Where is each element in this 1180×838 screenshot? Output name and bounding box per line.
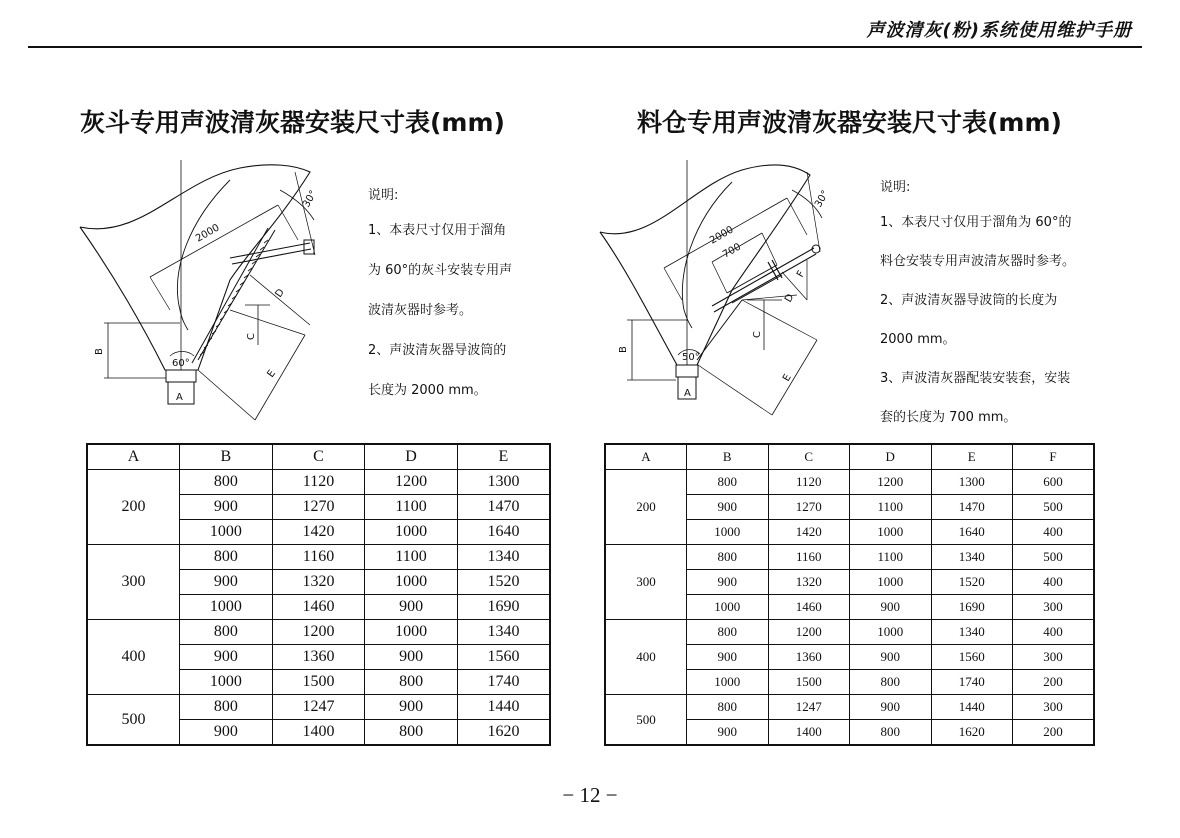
table-row	[605, 620, 1094, 645]
table-row	[87, 470, 550, 495]
table-cell: 1120	[768, 470, 850, 495]
table-row	[605, 695, 1094, 720]
right-label-a: A	[684, 388, 691, 399]
table-cell: 1470	[457, 495, 550, 520]
table-cell: 1200	[365, 470, 458, 495]
left-section-title: 灰斗专用声波清灰器安装尺寸表(mm)	[80, 108, 505, 137]
table-cell: 1000	[687, 520, 769, 545]
table-cell: 800	[687, 470, 769, 495]
col-header: F	[1013, 444, 1095, 470]
table-cell: 300	[1013, 595, 1095, 620]
col-header: C	[768, 444, 850, 470]
left-note-line: 1、本表尺寸仅用于溜角	[368, 223, 507, 238]
table-cell: 1470	[931, 495, 1013, 520]
col-header: A	[87, 444, 180, 470]
table-cell: 1440	[457, 695, 550, 720]
col-header: D	[850, 444, 932, 470]
left-note-line: 波清灰器时参考。	[368, 303, 473, 318]
table-cell: 400	[1013, 520, 1095, 545]
right-note-line: 2000 mm。	[880, 332, 956, 347]
left-note-line: 为 60°的灰斗安装专用声	[368, 263, 513, 278]
table-cell: 1247	[272, 695, 365, 720]
table-cell: 900	[687, 645, 769, 670]
table-header-row	[87, 444, 550, 470]
table-cell: 1420	[768, 520, 850, 545]
table-cell: 1320	[272, 570, 365, 595]
table-cell: 900	[365, 645, 458, 670]
table-cell: 800	[850, 670, 932, 695]
left-notes	[368, 184, 512, 398]
col-header: C	[272, 444, 365, 470]
right-label-f: F	[795, 269, 808, 280]
right-label-b: B	[618, 346, 629, 353]
table-cell: 1740	[457, 670, 550, 695]
group-a-cell: 200	[605, 470, 687, 545]
table-cell: 900	[180, 645, 273, 670]
right-dimension-table	[604, 443, 1095, 746]
table-cell: 1200	[272, 620, 365, 645]
left-hopper-diagram	[70, 160, 370, 435]
group-a-cell: 500	[605, 695, 687, 746]
table-cell: 1000	[180, 520, 273, 545]
table-cell: 1000	[365, 520, 458, 545]
group-a-cell: 200	[87, 470, 180, 545]
left-angle-30: 30°	[301, 188, 320, 210]
table-row	[87, 620, 550, 645]
table-cell: 1690	[457, 595, 550, 620]
table-cell: 1640	[931, 520, 1013, 545]
table-cell: 900	[687, 570, 769, 595]
group-a-cell: 300	[605, 545, 687, 620]
table-cell: 1270	[768, 495, 850, 520]
table-row	[605, 470, 1094, 495]
table-cell: 1420	[272, 520, 365, 545]
right-notes	[880, 176, 1075, 425]
table-cell: 800	[850, 720, 932, 746]
right-dim-700: 700	[721, 241, 744, 261]
table-cell: 800	[365, 720, 458, 746]
group-a-cell: 400	[87, 620, 180, 695]
table-cell: 500	[1013, 495, 1095, 520]
table-cell: 500	[1013, 545, 1095, 570]
right-label-d: D	[783, 292, 797, 305]
table-cell: 1620	[931, 720, 1013, 746]
table-cell: 1620	[457, 720, 550, 746]
table-cell: 800	[687, 620, 769, 645]
table-cell: 1300	[457, 470, 550, 495]
right-label-e: E	[781, 372, 794, 384]
table-cell: 1460	[272, 595, 365, 620]
table-cell: 900	[850, 595, 932, 620]
table-cell: 600	[1013, 470, 1095, 495]
table-cell: 1740	[931, 670, 1013, 695]
table-cell: 900	[687, 495, 769, 520]
left-note-line: 2、声波清灰器导波筒的	[368, 343, 507, 358]
table-cell: 1340	[931, 620, 1013, 645]
right-label-c: C	[752, 331, 763, 338]
right-note-line: 料仓安装专用声波清灰器时参考。	[880, 254, 1076, 269]
table-cell: 800	[180, 620, 273, 645]
left-label-e: E	[265, 368, 279, 380]
col-header: D	[365, 444, 458, 470]
table-cell: 800	[180, 695, 273, 720]
table-cell: 1320	[768, 570, 850, 595]
table-cell: 1340	[457, 620, 550, 645]
table-cell: 900	[850, 645, 932, 670]
left-label-c: C	[246, 333, 257, 340]
table-cell: 1360	[272, 645, 365, 670]
table-cell: 400	[1013, 570, 1095, 595]
col-header: E	[457, 444, 550, 470]
table-row	[87, 695, 550, 720]
manual-title: 声波清灰(粉)系统使用维护手册	[866, 20, 1132, 41]
table-cell: 1500	[768, 670, 850, 695]
table-cell: 1200	[850, 470, 932, 495]
table-cell: 1000	[687, 670, 769, 695]
table-cell: 300	[1013, 645, 1095, 670]
table-cell: 1160	[768, 545, 850, 570]
table-cell: 1400	[272, 720, 365, 746]
table-cell: 900	[180, 495, 273, 520]
table-cell: 1100	[850, 495, 932, 520]
table-cell: 1340	[457, 545, 550, 570]
table-cell: 800	[180, 470, 273, 495]
group-a-cell: 300	[87, 545, 180, 620]
table-cell: 900	[687, 720, 769, 746]
table-cell: 1400	[768, 720, 850, 746]
left-notes-heading: 说明:	[368, 188, 399, 203]
table-cell: 200	[1013, 720, 1095, 746]
table-cell: 300	[1013, 695, 1095, 720]
left-label-b: B	[94, 348, 105, 355]
right-dim-2000: 2000	[708, 224, 736, 247]
left-dimension-table	[86, 443, 551, 746]
right-section-title: 料仓专用声波清灰器安装尺寸表(mm)	[637, 108, 1062, 137]
table-header-row	[605, 444, 1094, 470]
table-cell: 1120	[272, 470, 365, 495]
table-cell: 800	[687, 695, 769, 720]
right-notes-heading: 说明:	[880, 180, 911, 195]
page-number: − 12 −	[562, 783, 618, 807]
table-cell: 1000	[365, 620, 458, 645]
table-cell: 1360	[768, 645, 850, 670]
table-cell: 1100	[850, 545, 932, 570]
table-cell: 800	[687, 545, 769, 570]
right-note-line: 套的长度为 700 mm。	[880, 410, 1017, 425]
table-cell: 1270	[272, 495, 365, 520]
right-silo-diagram	[592, 160, 882, 430]
table-cell: 1100	[365, 495, 458, 520]
col-header: B	[180, 444, 273, 470]
table-cell: 1000	[687, 595, 769, 620]
table-cell: 1200	[768, 620, 850, 645]
table-cell: 1100	[365, 545, 458, 570]
table-row	[605, 545, 1094, 570]
table-cell: 1247	[768, 695, 850, 720]
table-row	[87, 545, 550, 570]
table-cell: 900	[365, 595, 458, 620]
right-angle-30: 30°	[813, 188, 832, 210]
col-header: A	[605, 444, 687, 470]
right-angle-50: 50°	[682, 352, 700, 363]
table-cell: 900	[365, 695, 458, 720]
table-cell: 1000	[365, 570, 458, 595]
table-cell: 1300	[931, 470, 1013, 495]
table-cell: 1640	[457, 520, 550, 545]
left-note-line: 长度为 2000 mm。	[368, 383, 487, 398]
table-cell: 1000	[180, 595, 273, 620]
table-cell: 1000	[850, 620, 932, 645]
table-cell: 1000	[850, 570, 932, 595]
table-cell: 1520	[931, 570, 1013, 595]
left-angle-60: 60°	[172, 358, 190, 369]
group-a-cell: 400	[605, 620, 687, 695]
right-note-line: 3、声波清灰器配装安装套，安装	[880, 371, 1071, 386]
right-note-line: 1、本表尺寸仅用于溜角为 60°的	[880, 215, 1072, 230]
header-rule	[28, 46, 1142, 48]
table-cell: 400	[1013, 620, 1095, 645]
table-cell: 1690	[931, 595, 1013, 620]
left-dim-2000: 2000	[194, 222, 222, 245]
group-a-cell: 500	[87, 695, 180, 746]
table-cell: 1520	[457, 570, 550, 595]
table-cell: 1440	[931, 695, 1013, 720]
table-cell: 1560	[457, 645, 550, 670]
left-label-d: D	[273, 287, 287, 300]
table-cell: 1560	[931, 645, 1013, 670]
col-header: E	[931, 444, 1013, 470]
table-cell: 900	[180, 570, 273, 595]
left-label-a: A	[176, 392, 183, 403]
table-cell: 1500	[272, 670, 365, 695]
table-cell: 800	[365, 670, 458, 695]
table-cell: 1000	[850, 520, 932, 545]
table-cell: 900	[850, 695, 932, 720]
table-cell: 900	[180, 720, 273, 746]
table-cell: 1000	[180, 670, 273, 695]
table-cell: 1460	[768, 595, 850, 620]
col-header: B	[687, 444, 769, 470]
table-cell: 200	[1013, 670, 1095, 695]
right-note-line: 2、声波清灰器导波筒的长度为	[880, 293, 1058, 308]
table-cell: 800	[180, 545, 273, 570]
table-cell: 1160	[272, 545, 365, 570]
table-cell: 1340	[931, 545, 1013, 570]
